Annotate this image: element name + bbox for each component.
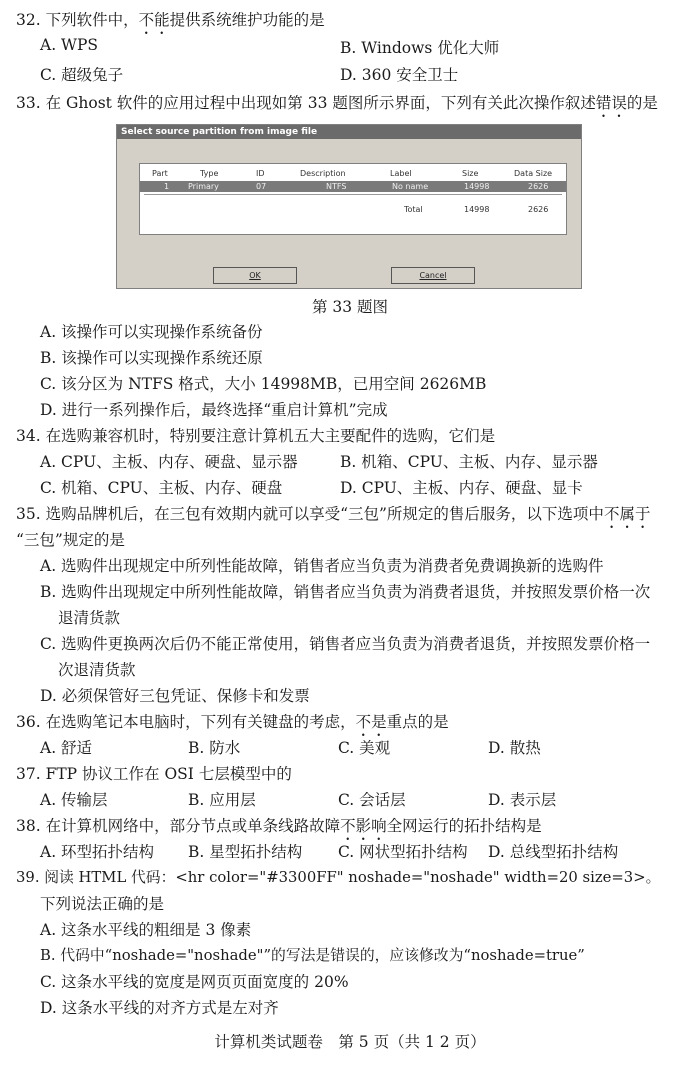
figure-caption: 第 33 题图 — [311, 298, 389, 316]
q37-option-a[interactable]: A. 传输层 — [40, 791, 108, 809]
q39-option-a[interactable]: A. 这条水平线的粗细是 3 像素 — [40, 921, 252, 939]
q35-option-b-cont: 退清货款 — [58, 609, 121, 627]
cell-part: 1 — [164, 182, 170, 191]
question-32 — [16, 8, 325, 38]
question-32-text-end: 提供系统维护功能的是 — [169, 11, 325, 29]
q38-option-d[interactable]: D. 总线型拓扑结构 — [488, 843, 619, 861]
page-footer: 计算机类试题卷 第 5 页（共 1 2 页） — [214, 1033, 486, 1051]
question-38-text-end: 全网运行的拓扑结构是 — [386, 817, 542, 835]
question-33-emphasis: 错误 — [595, 94, 627, 112]
q32-option-a[interactable]: A. WPS — [40, 36, 99, 54]
question-38-emphasis: 不影响 — [340, 817, 387, 835]
q37-option-c[interactable]: C. 会话层 — [338, 791, 406, 809]
q39-option-c[interactable]: C. 这条水平线的宽度是网页页面宽度的 20% — [40, 973, 349, 991]
total-data-size: 2626 — [528, 205, 549, 214]
q36-option-b[interactable]: B. 防水 — [188, 739, 241, 757]
ok-button[interactable]: OK — [213, 267, 297, 284]
q34-option-b[interactable]: B. 机箱、CPU、主板、内存、显示器 — [340, 453, 598, 471]
cell-id: 07 — [256, 182, 267, 191]
question-38-text: 38. 在计算机网络中，部分节点或单条线路故障 — [16, 817, 341, 835]
q38-option-b[interactable]: B. 星型拓扑结构 — [188, 843, 303, 861]
q37-option-d[interactable]: D. 表示层 — [488, 791, 557, 809]
question-37: 37. FTP 协议工作在 OSI 七层模型中的 — [16, 765, 292, 783]
partition-table — [139, 163, 567, 235]
q39-option-d[interactable]: D. 这条水平线的对齐方式是左对齐 — [40, 999, 279, 1017]
q33-option-b[interactable]: B. 该操作可以实现操作系统还原 — [40, 349, 263, 367]
question-36-text-end: 重点的是 — [386, 713, 449, 731]
q32-option-c[interactable]: C. 超级兔子 — [40, 66, 124, 84]
q35-option-b[interactable]: B. 选购件出现规定中所列性能故障，销售者应当负责为消费者退货，并按照发票价格一次 — [40, 583, 651, 601]
q36-option-a[interactable]: A. 舒适 — [40, 739, 93, 757]
q34-option-d[interactable]: D. CPU、主板、内存、硬盘、显卡 — [340, 479, 583, 497]
q32-option-b[interactable]: B. Windows 优化大师 — [340, 39, 500, 57]
q34-option-a[interactable]: A. CPU、主板、内存、硬盘、显示器 — [40, 453, 298, 471]
table-divider — [144, 194, 562, 195]
question-33-text-end: 的是 — [626, 94, 658, 112]
question-34: 34. 在选购兼容机时，特别要注意计算机五大主要配件的选购，它们是 — [16, 427, 496, 445]
q35-option-c-cont: 次退清货款 — [58, 661, 136, 679]
q33-option-c[interactable]: C. 该分区为 NTFS 格式，大小 14998MB，已用空间 2626MB — [40, 375, 487, 393]
q35-option-d[interactable]: D. 必须保管好三包凭证、保修卡和发票 — [40, 687, 310, 705]
cell-data-size: 2626 — [528, 182, 549, 191]
q36-option-d[interactable]: D. 散热 — [488, 739, 541, 757]
total-label: Total — [404, 205, 423, 214]
q38-option-c[interactable]: C. 网状型拓扑结构 — [338, 843, 468, 861]
cancel-button[interactable]: Cancel — [391, 267, 475, 284]
col-description: Description — [300, 169, 346, 178]
table-total — [140, 204, 566, 215]
dialog-title: Select source partition from image file — [117, 125, 581, 139]
q34-option-c[interactable]: C. 机箱、CPU、主板、内存、硬盘 — [40, 479, 283, 497]
q36-option-c[interactable]: C. 美观 — [338, 739, 391, 757]
question-32-emphasis: 不能 — [138, 11, 170, 29]
col-label: Label — [390, 169, 412, 178]
question-35-text: 35. 选购品牌机后，在三包有效期内就可以享受“三包”所规定的售后服务，以下选项中 — [16, 505, 604, 523]
cell-size: 14998 — [464, 182, 490, 191]
col-part: Part — [152, 169, 168, 178]
cell-type: Primary — [188, 182, 219, 191]
q37-option-b[interactable]: B. 应用层 — [188, 791, 256, 809]
q32-option-d[interactable]: D. 360 安全卫士 — [340, 66, 459, 84]
table-header — [140, 168, 566, 179]
q35-option-c[interactable]: C. 选购件更换两次后仍不能正常使用，销售者应当负责为消费者退货，并按照发票价格一 — [40, 635, 651, 653]
question-35-line2: “三包”规定的是 — [16, 531, 125, 549]
question-36-emphasis: 不是 — [355, 713, 387, 731]
col-type: Type — [200, 169, 219, 178]
question-32-text: 32. 下列软件中， — [16, 11, 139, 29]
question-35-emphasis: 不属于 — [603, 505, 651, 523]
question-36-text: 36. 在选购笔记本电脑时，下列有关键盘的考虑， — [16, 713, 356, 731]
question-39-line2: 下列说法正确的是 — [40, 895, 165, 913]
q33-option-a[interactable]: A. 该操作可以实现操作系统备份 — [40, 323, 263, 341]
cell-label: No name — [392, 182, 429, 191]
cell-description: NTFS — [326, 182, 347, 191]
q33-option-d[interactable]: D. 进行一系列操作后，最终选择“重启计算机”完成 — [40, 401, 388, 419]
col-data-size: Data Size — [514, 169, 553, 178]
q39-option-b[interactable]: B. 代码中“noshade="noshade"”的写法是错误的，应该修改为“noshade=true” — [40, 947, 585, 964]
question-39: 39. 阅读 HTML 代码：<hr color="#3300FF" noshade="noshade" width=20 size=3>。 — [16, 869, 661, 886]
question-33-text: 33. 在 Ghost 软件的应用过程中出现如第 33 题图所示界面，下列有关此次操作叙述 — [16, 94, 596, 112]
q38-option-a[interactable]: A. 环型拓扑结构 — [40, 843, 155, 861]
q35-option-a[interactable]: A. 选购件出现规定中所列性能故障，销售者应当负责为消费者免费调换新的选购件 — [40, 557, 604, 575]
ghost-dialog-figure — [116, 124, 582, 289]
col-id: ID — [256, 169, 265, 178]
table-row[interactable] — [140, 181, 566, 192]
col-size: Size — [462, 169, 479, 178]
question-33 — [16, 91, 658, 121]
total-size: 14998 — [464, 205, 490, 214]
